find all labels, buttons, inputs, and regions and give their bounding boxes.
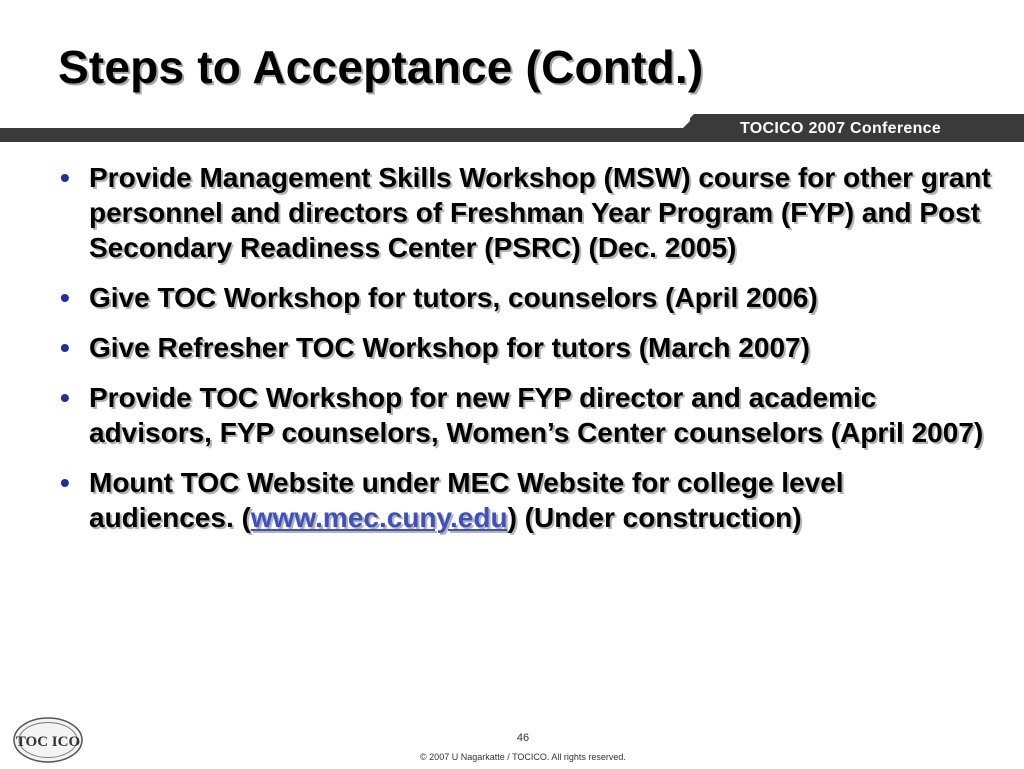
bullet-text-after-link: ) (Under construction)	[507, 502, 802, 533]
page-number: 46	[516, 732, 530, 744]
slide-title: Steps to Acceptance (Contd.)	[58, 41, 704, 93]
copyright-notice: © 2007 U Nagarkatte / TOCICO. All rights reserved.	[420, 752, 626, 762]
bullet-text: Provide TOC Workshop for new FYP director and academic advisors, FYP counselors, Women’s Center counselors (April 2007)	[89, 382, 984, 448]
bullet-marker: •	[60, 282, 70, 313]
bullet-list	[60, 160, 995, 550]
bullet-text: Give Refresher TOC Workshop for tutors (March 2007)	[89, 332, 810, 363]
logo-text: TOC ICO	[15, 734, 81, 750]
bullet-marker: •	[60, 162, 70, 193]
bullet-item	[60, 465, 995, 535]
bullet-item	[60, 160, 995, 265]
website-link[interactable]: www.mec.cuny.edu	[250, 502, 508, 533]
bullet-marker: •	[60, 382, 70, 413]
bullet-item	[60, 380, 995, 450]
bullet-text: Give TOC Workshop for tutors, counselors (April 2006)	[89, 282, 818, 313]
bullet-item	[60, 330, 995, 365]
conference-label: TOCICO 2007 Conference	[740, 120, 942, 137]
bullet-text: Provide Management Skills Workshop (MSW) course for other grant personnel and directors of Freshman Year Program (FYP) and Post Secondary Readiness Center (PSRC) (Dec. 2005)	[89, 162, 991, 263]
bullet-item	[60, 280, 995, 315]
bullet-marker: •	[60, 332, 70, 363]
bullet-marker: •	[60, 467, 70, 498]
bullet-text-before-link: Mount TOC Website under MEC Website for college level audiences. (	[89, 467, 844, 533]
